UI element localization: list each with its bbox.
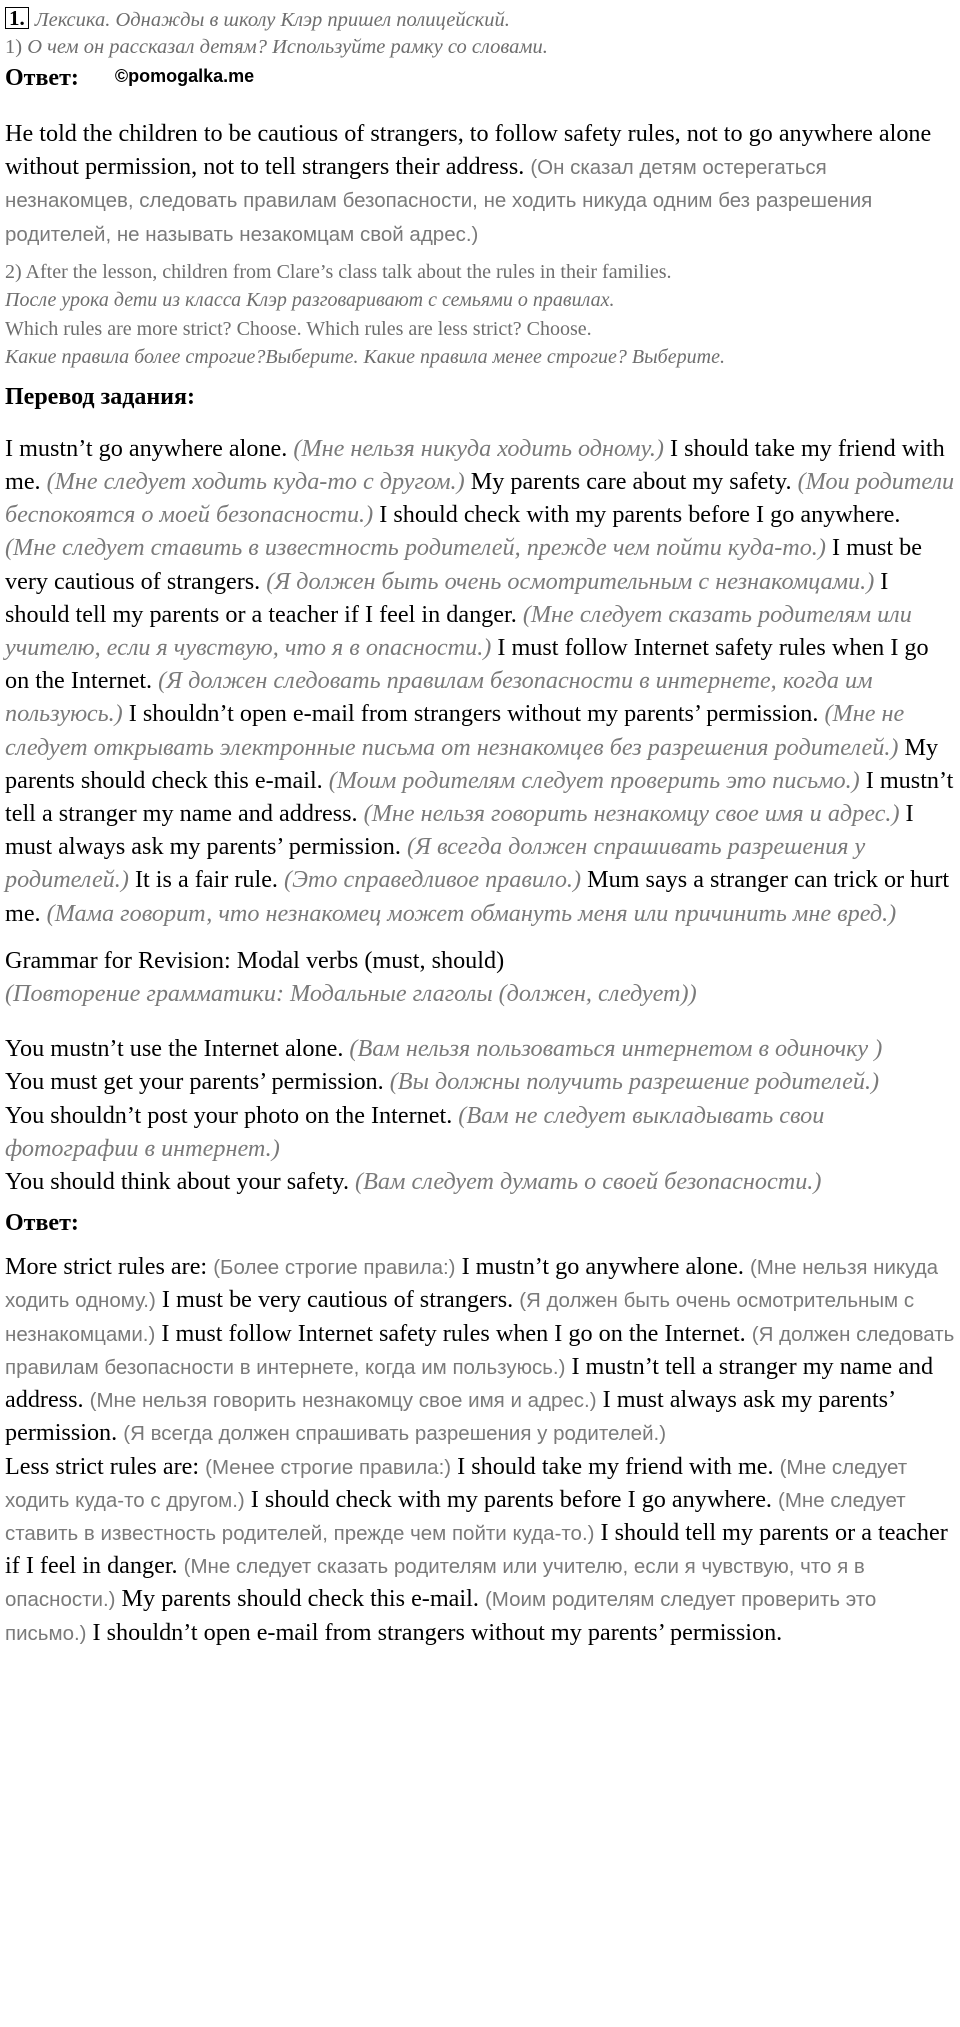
task-2-block <box>5 258 956 372</box>
less-2-ru: (Мне следует ставить в известность родителей, прежде чем пойти куда-то.) <box>5 1488 906 1545</box>
grammar-list <box>5 1032 956 1198</box>
answer-1-ru: (Он сказал детям остерегаться незнакомцев, следовать правилам безопасности, не ходить никуда одним без разрешения родителей, не называть незакомцам свой адрес.) <box>5 156 873 246</box>
tr-10-ru: (Я всегда должен спрашивать разрешения у родителей.) <box>5 833 866 894</box>
less-1-ru: (Мне следует ходить куда-то с другом.) <box>5 1455 908 1512</box>
task-2-line-2: После урока дети из класса Клэр разговаривают с семьями о правилах. <box>5 289 615 312</box>
tr-6-ru: (Я должен следовать правилам безопасности в интернете, когда им пользуюсь.) <box>5 667 873 728</box>
more-0-en: More strict rules are: <box>5 1253 214 1281</box>
less-4-en: My parents should check this e-mail. <box>115 1585 485 1613</box>
tr-0-en: I mustn’t go anywhere alone. <box>5 434 294 462</box>
tr-6-en: I must follow Internet safety rules when I go on the Internet. <box>5 634 929 695</box>
tr-3-ru: (Мне следует ставить в известность родителей, прежде чем пойти куда-то.) <box>5 534 826 562</box>
task-2-line-3: Which rules are more strict? Choose. Which rules are less strict? Choose. <box>5 317 592 340</box>
task-2-line-1: 2) After the lesson, children from Clare’s class talk about the rules in their families. <box>5 260 672 283</box>
tr-0-ru: (Мне нельзя никуда ходить одному.) <box>293 434 664 462</box>
more-4-en: I mustn’t tell a stranger my name and address. <box>5 1352 934 1414</box>
tr-7-en: I shouldn’t open e-mail from strangers without my parents’ permission. <box>122 700 825 728</box>
tr-11-en: It is a fair rule. <box>128 866 285 894</box>
more-2-en: I must be very cautious of strangers. <box>155 1286 520 1314</box>
tr-8-ru: (Моим родителям следует проверить это письмо.) <box>328 766 860 794</box>
less-1-en: I should take my friend with me. <box>451 1452 780 1480</box>
grammar-item <box>5 1065 956 1098</box>
tr-12-ru: (Мама говорит, что незнакомец может обмануть меня или причинить мне вред.) <box>46 899 897 927</box>
more-2-ru: (Я должен быть очень осмотрительным с незнакомцами.) <box>5 1289 915 1346</box>
more-0-ru: (Более строгие правила:) <box>213 1256 456 1280</box>
answer-1-paragraph <box>5 117 956 250</box>
task-subtitle-text: О чем он рассказал детям? Используйте рамку со словами. <box>27 36 548 58</box>
less-0-ru: (Менее строгие правила:) <box>205 1455 452 1479</box>
grammar-item-0-en: You mustn’t use the Internet alone. <box>5 1035 350 1063</box>
more-4-ru: (Мне нельзя говорить незнакомцу свое имя и адрес.) <box>89 1389 597 1413</box>
tr-1-en: I should take my friend with me. <box>5 434 945 496</box>
task-subtitle <box>5 34 956 61</box>
grammar-item-1-en: You must get your parents’ permission. <box>5 1068 390 1096</box>
grammar-item <box>5 1099 956 1165</box>
tr-12-en: Mum says a stranger can trick or hurt me. <box>5 866 950 927</box>
more-5-ru: (Я всегда должен спрашивать разрешения у родителей.) <box>123 1422 667 1446</box>
grammar-item-3-en: You should think about your safety. <box>5 1168 356 1196</box>
tr-1-ru: (Мне следует ходить куда-то с другом.) <box>46 468 465 496</box>
grammar-item <box>5 1032 956 1065</box>
tr-9-en: I mustn’t tell a stranger my name and address. <box>5 766 954 828</box>
less-5-en: I shouldn’t open e-mail from strangers without my parents’ permission. <box>86 1618 783 1646</box>
tr-5-en: I should tell my parents or a teacher if I feel in danger. <box>5 567 889 628</box>
grammar-title <box>5 944 956 1010</box>
less-2-en: I should check with my parents before I go anywhere. <box>244 1485 779 1513</box>
grammar-item-0-ru: (Вам нельзя пользоваться интернетом в одиночку ) <box>349 1035 883 1063</box>
more-5-en: I must always ask my parents’ permission. <box>5 1386 895 1447</box>
tr-8-en: My parents should check this e-mail. <box>5 733 939 794</box>
tr-7-ru: (Мне не следует открывать электронные письма от незнакомцев без разрешения родителей.) <box>5 700 905 761</box>
task-title-text: Лексика. Однажды в школу Клэр пришел полицейский. <box>34 9 510 31</box>
more-1-en: I mustn’t go anywhere alone. <box>455 1253 750 1281</box>
grammar-item-3-ru: (Вам следует думать о своей безопасности.) <box>355 1168 822 1196</box>
translation-paragraph <box>5 432 956 930</box>
tr-11-ru: (Это справедливое правило.) <box>284 866 582 894</box>
answer-label-1: Ответ: <box>5 65 79 91</box>
grammar-item-2-en: You shouldn’t post your photo on the Internet. <box>5 1101 459 1129</box>
less-0-en: Less strict rules are: <box>5 1452 206 1480</box>
grammar-title-en: Grammar for Revision: Modal verbs (must, should) <box>5 946 505 974</box>
answer-1-en: He told the children to be cautious of strangers, to follow safety rules, not to go anywhere alone without permission, not to tell strangers their address. <box>5 120 932 181</box>
answer-heading-2: Ответ: <box>5 1210 79 1237</box>
translation-heading: Перевод задания: <box>5 383 195 410</box>
watermark: ©pomogalka.me <box>114 66 255 86</box>
tr-2-en: My parents care about my safety. <box>464 468 798 496</box>
grammar-item-2-ru: (Вам не следует выкладывать свои фотографии в интернет.) <box>5 1101 825 1162</box>
less-3-ru: (Мне следует сказать родителям или учителю, если я чувствую, что я в опасности.) <box>5 1555 865 1612</box>
tr-2-ru: (Мои родители беспокоятся о моей безопасности.) <box>5 468 955 529</box>
tr-10-en: I must always ask my parents’ permission. <box>5 800 914 861</box>
task-title <box>5 6 956 34</box>
task-number: 1. <box>5 7 29 29</box>
tr-4-en: I must be very cautious of strangers. <box>5 534 922 595</box>
less-3-en: I should tell my parents or a teacher if I feel in danger. <box>5 1518 948 1580</box>
grammar-title-ru: (Повторение грамматики: Модальные глаголы (должен, следует)) <box>5 980 697 1008</box>
less-strict-paragraph <box>5 1450 956 1649</box>
tr-9-ru: (Мне нельзя говорить незнакомцу свое имя и адрес.) <box>363 800 900 828</box>
more-1-ru: (Мне нельзя никуда ходить одному.) <box>5 1256 939 1313</box>
tr-3-en: I should check with my parents before I go anywhere. <box>373 501 901 529</box>
more-strict-paragraph <box>5 1250 956 1449</box>
more-3-ru: (Я должен следовать правилам безопасности в интернете, когда им пользуюсь.) <box>5 1322 955 1379</box>
tr-5-ru: (Мне следует сказать родителям или учителю, если я чувствую, что я в опасности.) <box>5 600 912 662</box>
task-2-line-4: Какие правила более строгие?Выберите. Какие правила менее строгие? Выберите. <box>5 346 725 369</box>
task-subtitle-number: 1) <box>5 36 23 58</box>
answer-heading-1 <box>5 61 956 93</box>
grammar-item-1-ru: (Вы должны получить разрешение родителей.) <box>389 1068 880 1096</box>
more-3-en: I must follow Internet safety rules when I go on the Internet. <box>155 1319 752 1347</box>
grammar-item <box>5 1165 956 1198</box>
tr-4-ru: (Я должен быть очень осмотрительным с незнакомцами.) <box>266 567 875 595</box>
less-4-ru: (Моим родителям следует проверить это письмо.) <box>5 1588 877 1645</box>
